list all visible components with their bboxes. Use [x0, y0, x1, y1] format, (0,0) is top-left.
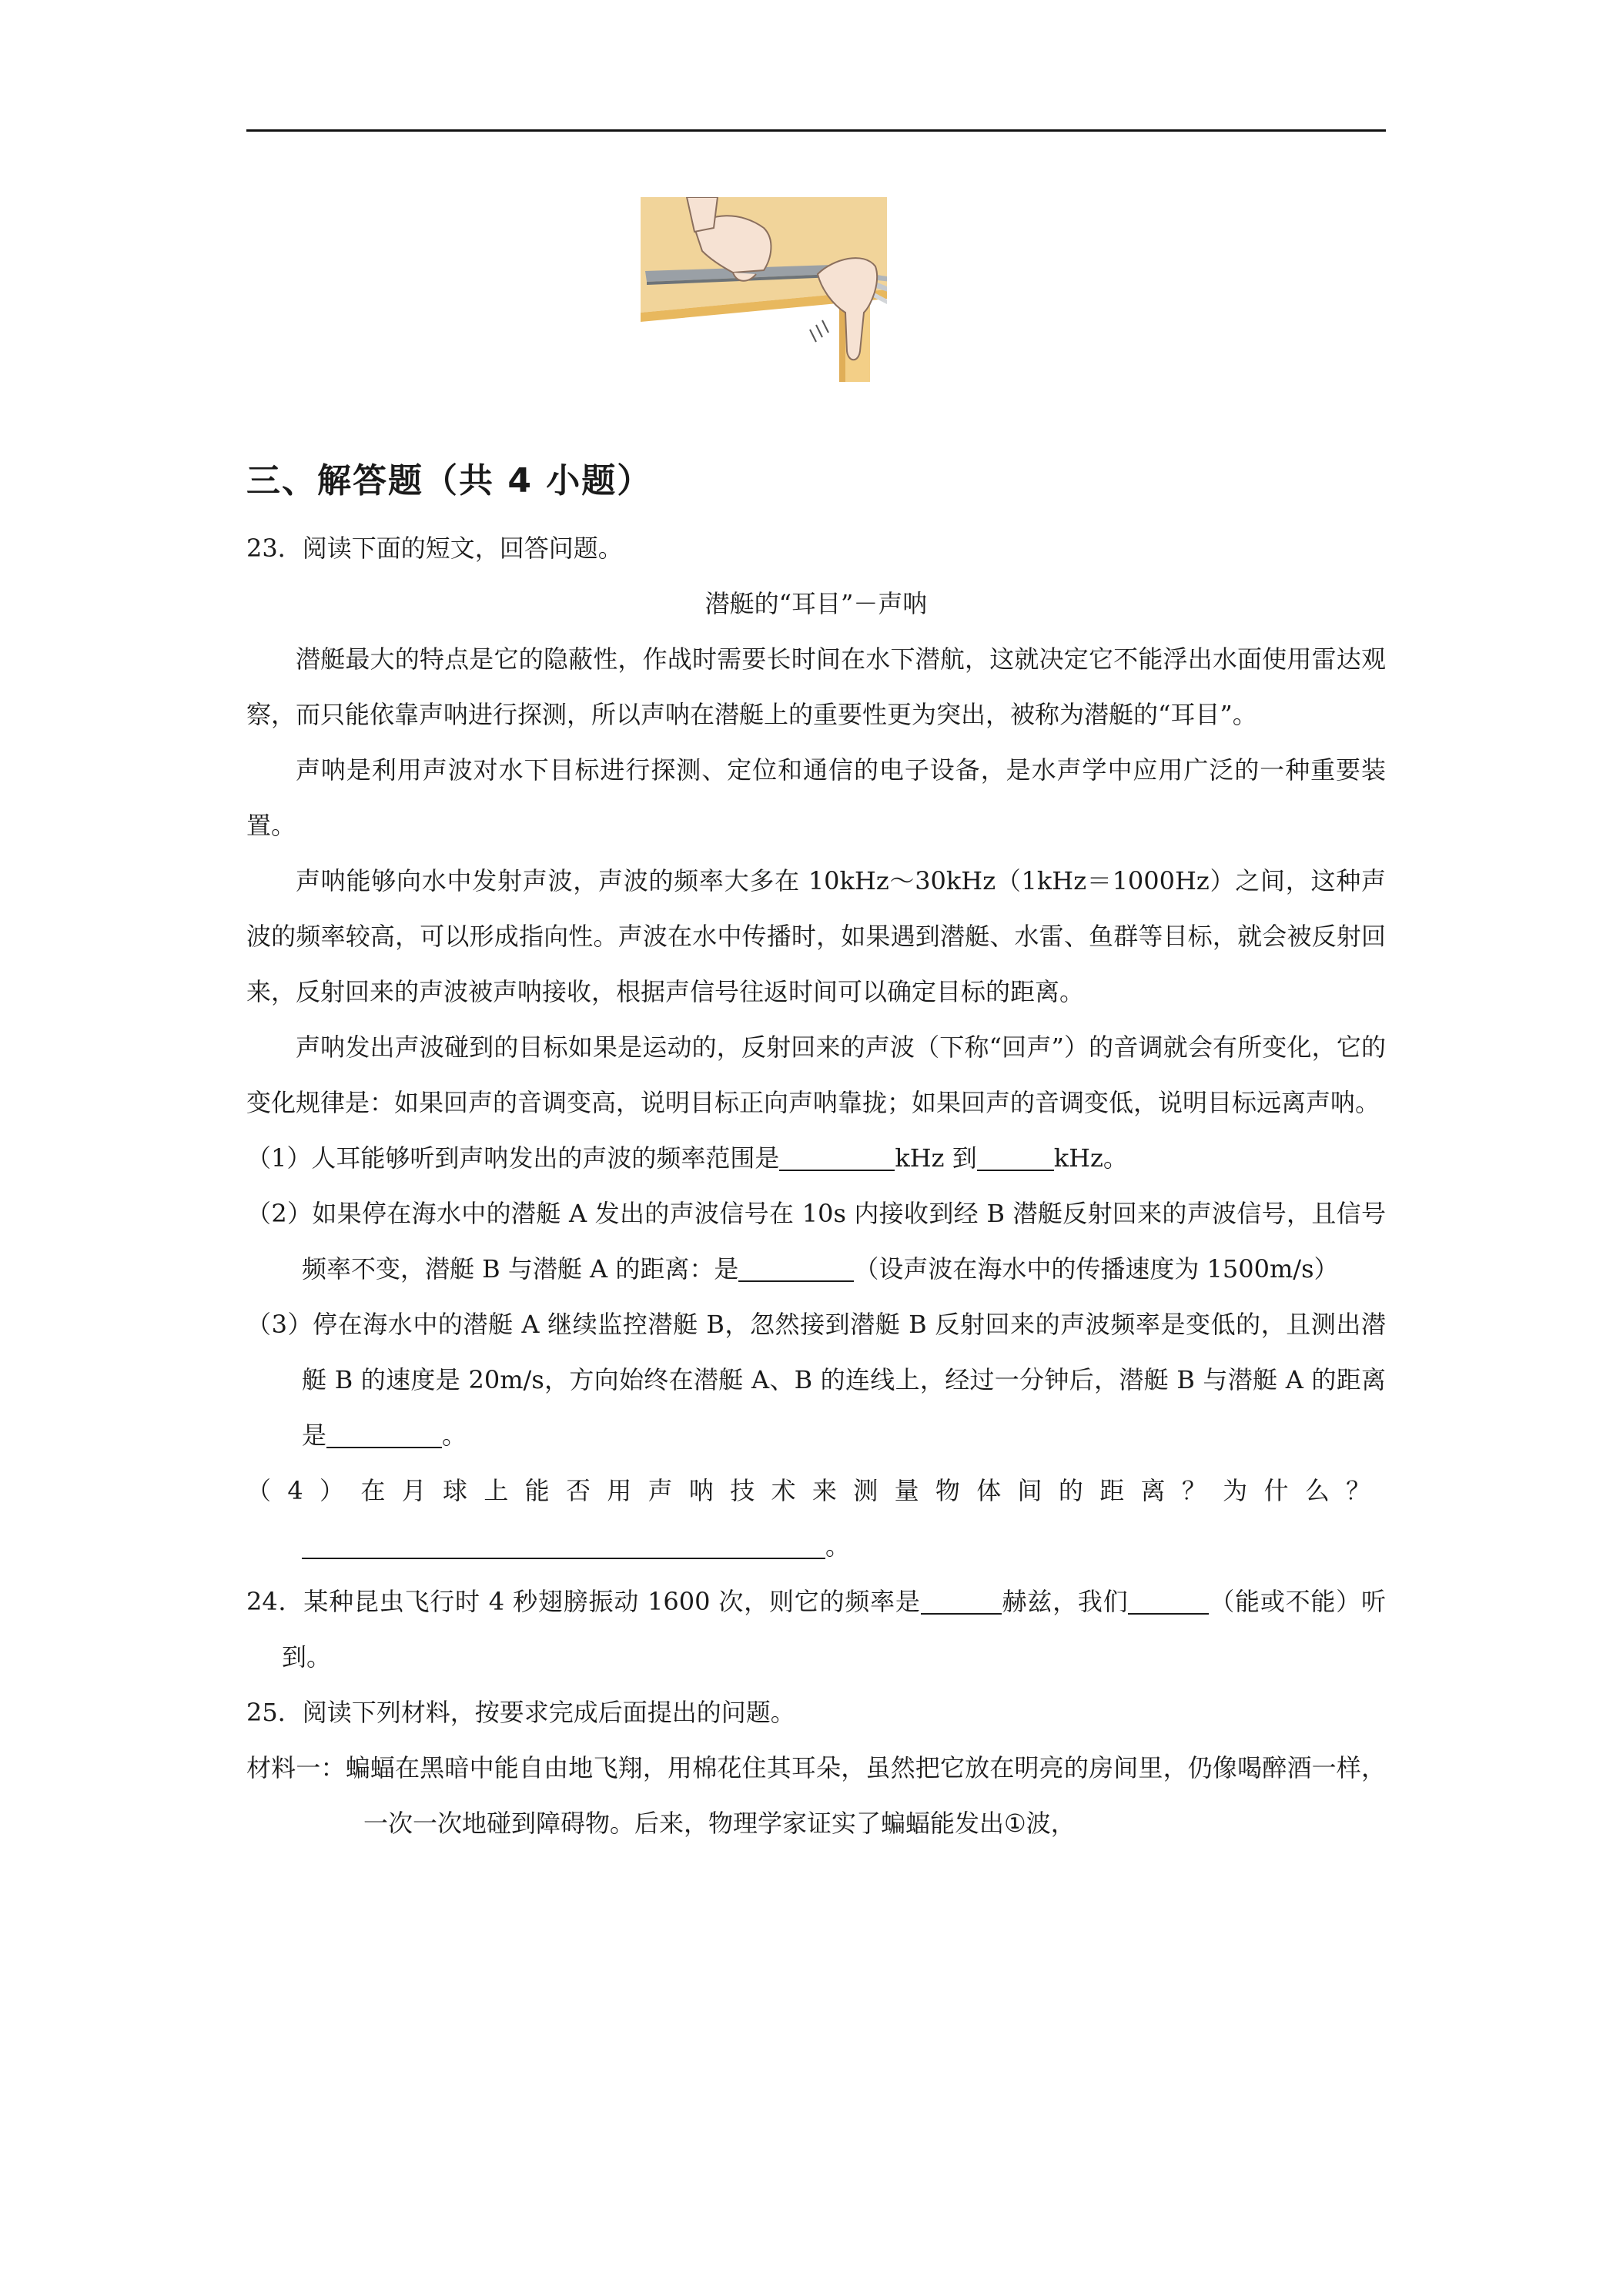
answer-blank[interactable] — [738, 1250, 854, 1282]
article-paragraph-2: 声呐是利用声波对水下目标进行探测、定位和通信的电子设备，是水声学中应用广泛的一种重要装置。 — [246, 755, 1386, 840]
answer-blank[interactable] — [977, 1139, 1054, 1171]
q23-sub1 — [246, 1130, 1386, 1186]
q25-intro: 25．阅读下列材料，按要求完成后面提出的问题。 — [246, 1698, 795, 1727]
question-content — [246, 520, 1386, 1851]
q24-text-a: 24．某种昆虫飞行时 4 秒翅膀振动 1600 次，则它的频率是 — [246, 1587, 921, 1616]
q23-sub3-text-b: 。 — [442, 1421, 467, 1450]
answer-blank[interactable] — [302, 1527, 825, 1559]
q24-text-c: （能或不能）听到。 — [282, 1587, 1386, 1672]
q24 — [246, 1574, 1386, 1685]
article-paragraph-3: 声呐能够向水中发射声波，声波的频率大多在 10kHz～30kHz（1kHz＝1000Hz）之间，这种声波的频率较高，可以形成指向性。声波在水中传播时，如果遇到潜艇、水雷、鱼群等目标，就会被反射回来，反射回来的声波被声呐接收，根据声信号往返时间可以确定目标的距离。 — [246, 866, 1386, 1006]
answer-blank[interactable] — [326, 1416, 442, 1448]
q23-sub1-text-a: （1）人耳能够听到声呐发出的声波的频率范围是 — [246, 1143, 780, 1173]
q23-sub2-text-b: （设声波在海水中的传播速度为 1500m/s） — [854, 1254, 1339, 1284]
section-title: 三、解答题（共 4 小题） — [246, 461, 653, 500]
q23-sub3-text-a: （3）停在海水中的潜艇 A 继续监控潜艇 B，忽然接到潜艇 B 反射回来的声波频率是变低的，且测出潜艇 B 的速度是 20m/s，方向始终在潜艇 A、B 的连线上，经过一分钟后，潜艇 B 与潜艇 A 的距离是 — [246, 1310, 1386, 1450]
header-rule — [246, 129, 1386, 132]
q23-sub4-text-b: 。 — [825, 1531, 851, 1561]
answer-blank[interactable] — [1128, 1582, 1209, 1615]
q23-sub4 — [246, 1463, 1386, 1574]
article-title: 潜艇的“耳目”－声呐 — [704, 589, 928, 618]
circled-number-1: ① — [1004, 1809, 1026, 1838]
q25-material-1 — [246, 1740, 1386, 1851]
material1-text-a: 材料一：蝙蝠在黑暗中能自由地飞翔，用棉花住其耳朵，虽然把它放在明亮的房间里，仍像喝醉酒一样，一次一次地碰到障碍物。后来，物理学家证实了蝙蝠能发出 — [246, 1753, 1386, 1838]
q23-intro: 23．阅读下面的短文，回答问题。 — [246, 534, 623, 563]
answer-blank[interactable] — [779, 1139, 895, 1171]
material1-text-b: 波， — [1026, 1809, 1076, 1838]
q23-sub1-text-c: kHz。 — [1053, 1143, 1128, 1173]
q23-sub3 — [246, 1297, 1386, 1463]
q23-sub2-text-a: （2）如果停在海水中的潜艇 A 发出的声波信号在 10s 内接收到经 B 潜艇反射回来的声波信号，且信号频率不变，潜艇 B 与潜艇 A 的距离：是 — [246, 1199, 1386, 1284]
q23-sub4-text-a: （4）在月球上能否用声呐技术来测量物体间的距离？为什么？ — [246, 1476, 1386, 1505]
answer-blank[interactable] — [921, 1582, 1002, 1615]
ruler-on-table-figure — [641, 197, 887, 382]
q23-sub1-text-b: kHz 到 — [895, 1143, 977, 1173]
q23-sub2 — [246, 1186, 1386, 1297]
article-paragraph-1: 潜艇最大的特点是它的隐蔽性，作战时需要长时间在水下潜航，这就决定它不能浮出水面使用雷达观察，而只能依靠声呐进行探测，所以声呐在潜艇上的重要性更为突出，被称为潜艇的“耳目”。 — [246, 644, 1386, 729]
article-paragraph-4: 声呐发出声波碰到的目标如果是运动的，反射回来的声波（下称“回声”）的音调就会有所变化，它的变化规律是：如果回声的音调变高，说明目标正向声呐靠拢；如果回声的音调变低，说明目标远离声呐。 — [246, 1033, 1386, 1117]
q24-text-b: 赫兹，我们 — [1001, 1587, 1129, 1616]
